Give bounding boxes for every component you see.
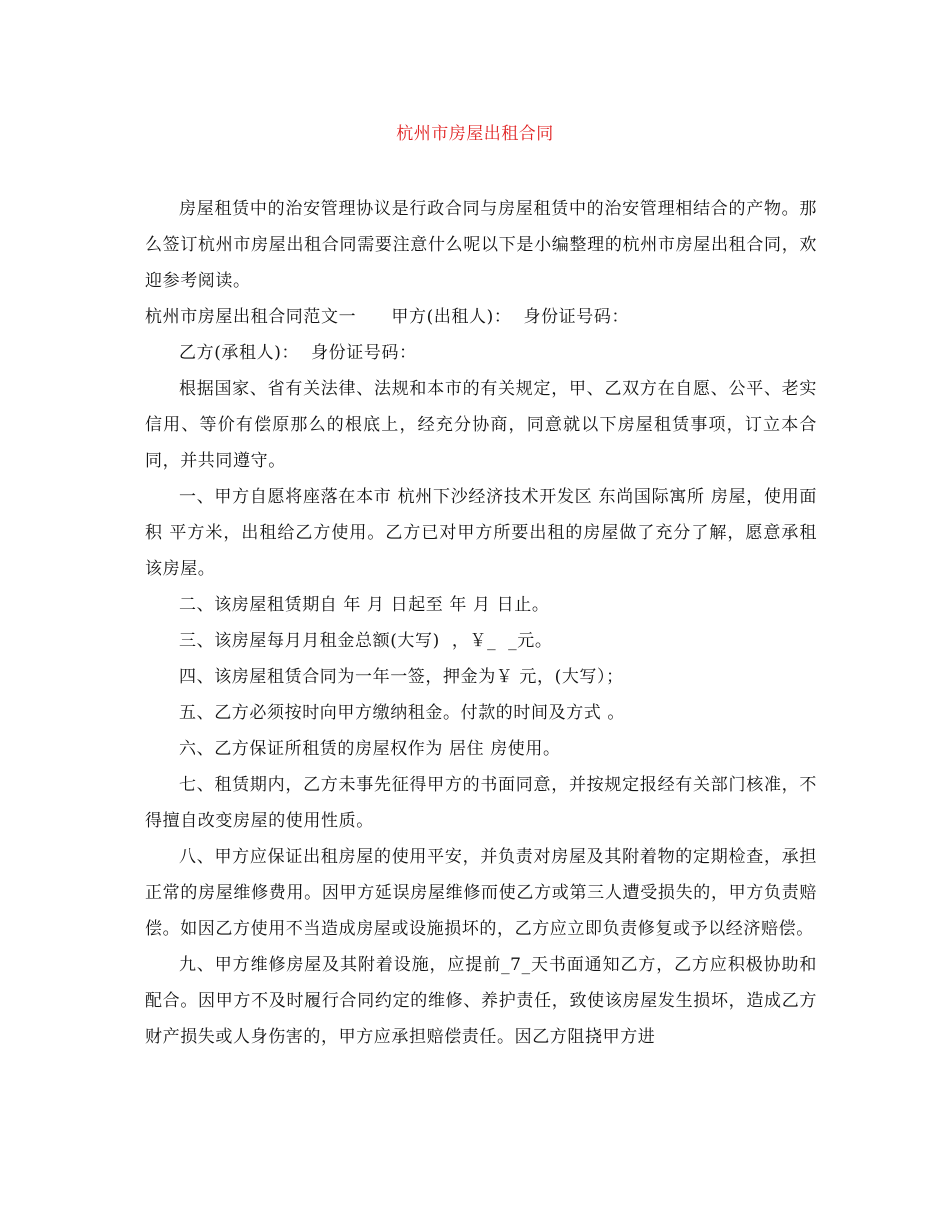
paragraph-contract-heading: 杭州市房屋出租合同范文一 甲方(出租人)： 身份证号码： — [145, 307, 630, 327]
paragraph-intro: 房屋租赁中的治安管理协议是行政合同与房屋租赁中的治安管理相结合的产物。那么签订杭州市房屋出租合同需要注意什么呢以下是小编整理的杭州市房屋出租合同，欢迎参考阅读。 — [145, 199, 817, 291]
clause-5: 五、乙方必须按时向甲方缴纳租金。付款的时间及方式 。 — [179, 703, 626, 723]
document-body — [145, 191, 817, 1055]
clause-3: 三、该房屋每月月租金总额(大写) ，￥_ _元。 — [179, 631, 553, 651]
clause-7: 七、租赁期内，乙方未事先征得甲方的书面同意，并按规定报经有关部门核准，不得擅自改变房屋的使用性质。 — [145, 775, 817, 831]
document-title: 杭州市房屋出租合同 — [396, 124, 554, 144]
clause-6: 六、乙方保证所租赁的房屋权作为 居住 房使用。 — [179, 739, 561, 759]
clause-8: 八、甲方应保证出租房屋的使用平安，并负责对房屋及其附着物的定期检查，承担正常的房屋维修费用。因甲方延误房屋维修而使乙方或第三人遭受损失的，甲方负责赔偿。如因乙方使用不当造成房屋或设施损坏的，乙方应立即负责修复或予以经济赔偿。 — [145, 847, 817, 939]
paragraph-preamble: 根据国家、省有关法律、法规和本市的有关规定，甲、乙双方在自愿、公平、老实信用、等价有偿原那么的根底上，经充分协商，同意就以下房屋租赁事项，订立本合同，并共同遵守。 — [145, 379, 817, 471]
paragraph-party-b: 乙方(承租人)： 身份证号码： — [179, 343, 417, 363]
clause-2: 二、该房屋租赁期自 年 月 日起至 年 月 日止。 — [179, 595, 550, 615]
clause-9: 九、甲方维修房屋及其附着设施，应提前_7_天书面通知乙方，乙方应积极协助和配合。因甲方不及时履行合同约定的维修、养护责任，致使该房屋发生损坏，造成乙方财产损失或人身伤害的，甲方应承担赔偿责任。因乙方阻挠甲方进 — [145, 955, 817, 1047]
clause-4: 四、该房屋租赁合同为一年一签，押金为￥ 元，(大写）； — [179, 667, 624, 687]
clause-1: 一、甲方自愿将座落在本市 杭州下沙经济技术开发区 东尚国际寓所 房屋，使用面积 平方米，出租给乙方使用。乙方已对甲方所要出租的房屋做了充分了解，愿意承租该房屋。 — [145, 487, 817, 579]
